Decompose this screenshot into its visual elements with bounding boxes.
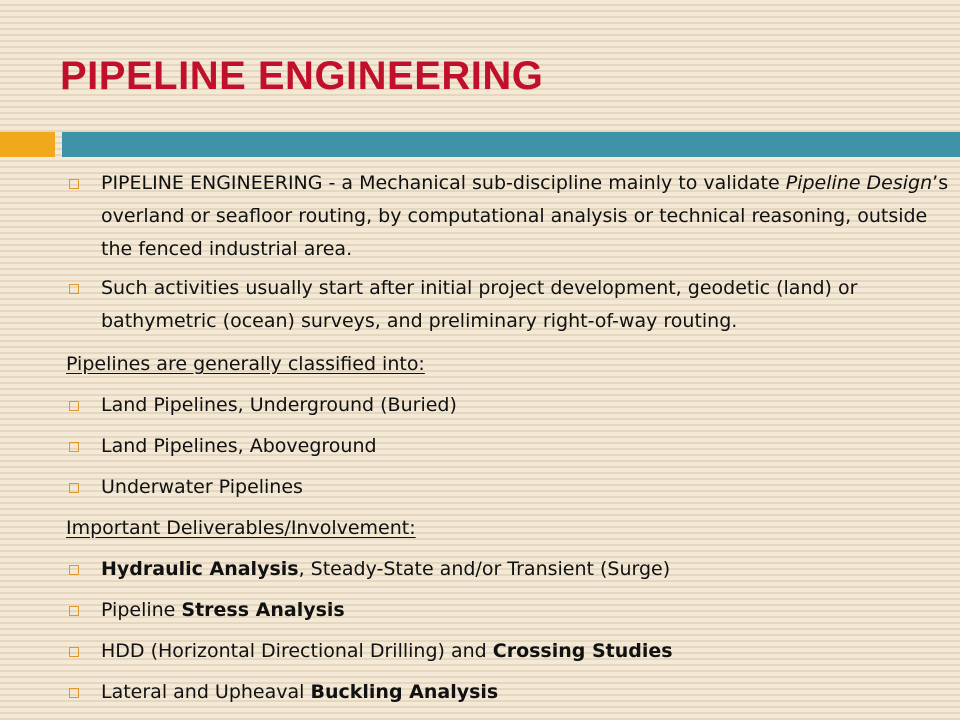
intro-text-part: PIPELINE ENGINEERING - a Mechanical sub-discipline mainly to validate [101, 172, 786, 194]
deliverable-bold: Crossing Studies [492, 640, 673, 662]
square-bullet-icon [69, 688, 79, 698]
classification-heading: Pipelines are generally classified into: [66, 353, 425, 375]
deliverables-heading: Important Deliverables/Involvement: [66, 517, 416, 539]
square-bullet-icon [69, 401, 79, 411]
square-bullet-icon [69, 284, 79, 294]
classification-item [66, 385, 956, 426]
square-bullet-icon [69, 442, 79, 452]
square-bullet-icon [69, 483, 79, 493]
deliverable-text: HDD (Horizontal Directional Drilling) and [101, 640, 493, 662]
intro-italic-term: Pipeline Design [785, 172, 933, 194]
square-bullet-icon [69, 606, 79, 616]
deliverable-bold: Stress Analysis [181, 599, 345, 621]
classification-item [66, 467, 956, 508]
deliverable-item [66, 590, 956, 631]
classification-item-label: Land Pipelines, Aboveground [101, 435, 377, 457]
intro-bullet-activities [66, 272, 956, 338]
deliverable-item [66, 631, 956, 672]
deliverable-item [66, 672, 956, 713]
square-bullet-icon [69, 647, 79, 657]
deliverable-bold: Buckling Analysis [310, 681, 499, 703]
deliverable-text: , Steady-State and/or Transient (Surge) [298, 558, 671, 580]
slide-content [66, 167, 956, 713]
classification-item-label: Land Pipelines, Underground (Buried) [101, 394, 457, 416]
title-divider-bar [62, 132, 960, 157]
deliverable-item [66, 549, 956, 590]
slide-title: PIPELINE ENGINEERING [60, 54, 544, 98]
classification-item-label: Underwater Pipelines [101, 476, 303, 498]
intro-text-part: Such activities usually start after initial project development, geodetic (land) or bathymetric (ocean) surveys, and preliminary right-of-way routing. [101, 277, 858, 332]
deliverable-text: Lateral and Upheaval [101, 681, 311, 703]
deliverable-text: Pipeline [101, 599, 182, 621]
square-bullet-icon [69, 179, 79, 189]
square-bullet-icon [69, 565, 79, 575]
intro-bullet-definition [66, 167, 956, 266]
title-accent-bar [0, 132, 55, 157]
deliverable-bold: Hydraulic Analysis [101, 558, 299, 580]
intro-text-part: ’s overland or seafloor routing, by computational analysis or technical reasoning, outside the fenced industrial area. [101, 172, 949, 260]
classification-item [66, 426, 956, 467]
